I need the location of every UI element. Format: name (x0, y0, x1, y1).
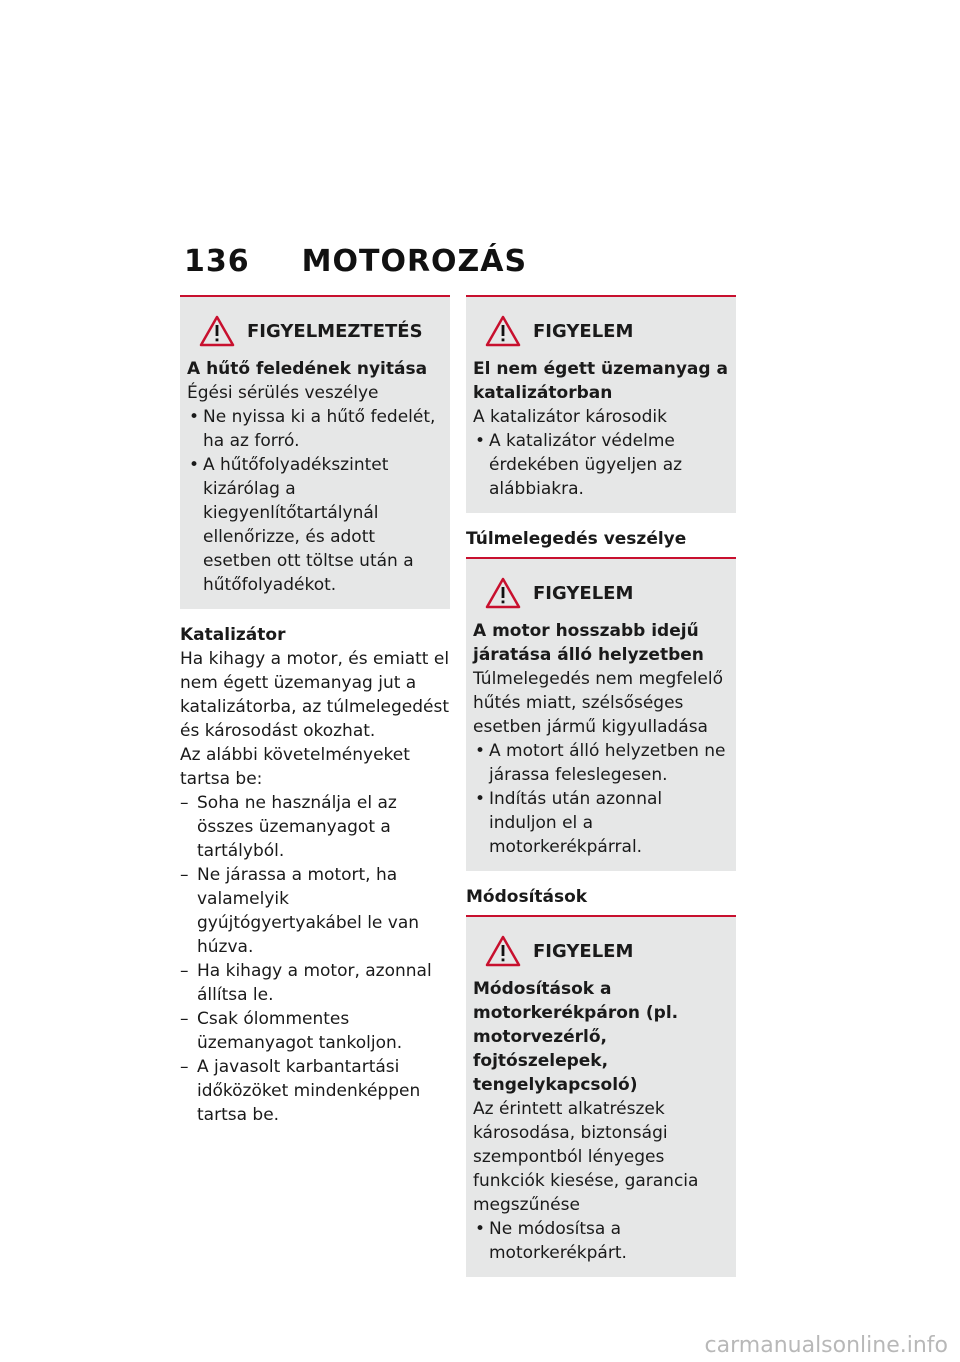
warning-triangle-icon (485, 935, 521, 967)
bullet-item: • A katalizátor védelme érdekében ügyeljen az alábbiakra. (473, 429, 728, 501)
caution-consequence: Túlmelegedés nem megfelelő hűtés miatt, szélsőséges esetben jármű kigyulladása (473, 669, 724, 737)
caution-bullet-list (473, 429, 728, 501)
warning-triangle-icon (485, 577, 521, 609)
caution-box-overheating (466, 559, 736, 871)
warning-label: FIGYELMEZTETÉS (247, 320, 423, 342)
left-column (180, 295, 450, 1127)
dash-list (180, 791, 450, 1127)
bullet-item: • Indítás után azonnal induljon el a motorkerékpárral. (473, 787, 728, 859)
caution-bullet-list (473, 739, 728, 859)
watermark: carmanualsonline.info (704, 1333, 948, 1358)
warning-bullet-list (187, 405, 442, 597)
dash-item: – Csak ólommentes üzemanyagot tankoljon. (180, 1007, 450, 1055)
warning-box-header (199, 315, 442, 347)
caution-box-modifications (466, 917, 736, 1277)
caution-label: FIGYELEM (533, 320, 634, 342)
right-column (466, 295, 736, 1277)
section-catalyst (180, 623, 450, 1127)
bullet-item: • A motort álló helyzetben ne járassa feleslegesen. (473, 739, 728, 787)
caution-subtitle: El nem égett üzemanyag a katalizátorban (473, 359, 728, 403)
warning-consequence: Égési sérülés veszélye (187, 383, 379, 403)
warning-triangle-icon (199, 315, 235, 347)
dash-item: – A javasolt karbantartási időközöket mindenképpen tartsa be. (180, 1055, 450, 1127)
warning-triangle-icon (485, 315, 521, 347)
caution-box-fuel (466, 295, 736, 513)
caution-box-header (485, 315, 728, 347)
caution-box-header (485, 935, 728, 967)
paragraph: Az alábbi követelményeket tartsa be: (180, 745, 410, 789)
caution-consequence: A katalizátor károsodik (473, 407, 667, 427)
caution-box-header (485, 577, 728, 609)
bullet-item: • Ne nyissa ki a hűtő fedelét, ha az forró. (187, 405, 442, 453)
page-header (184, 244, 527, 279)
caution-subtitle: Módosítások a motorkerékpáron (pl. motorvezérlő, fojtószelepek, tengelykapcsoló) (473, 979, 679, 1095)
caution-label: FIGYELEM (533, 940, 634, 962)
warning-box-coolant (180, 295, 450, 609)
section-title: Túlmelegedés veszélye (466, 529, 687, 549)
caution-consequence: Az érintett alkatrészek károsodása, biztonsági szempontból lényeges funkciók kiesése, garancia megszűnése (473, 1099, 699, 1215)
caution-subtitle: A motor hosszabb idejű járatása álló helyzetben (473, 621, 704, 665)
section-title: Katalizátor (180, 625, 286, 645)
section-title: Módosítások (466, 887, 588, 907)
bullet-item: • Ne módosítsa a motorkerékpárt. (473, 1217, 728, 1265)
dash-item: – Ha kihagy a motor, azonnal állítsa le. (180, 959, 450, 1007)
dash-item: – Soha ne használja el az összes üzemanyagot a tartályból. (180, 791, 450, 863)
caution-bullet-list (473, 1217, 728, 1265)
chapter-title: MOTOROZÁS (301, 244, 528, 279)
caution-label: FIGYELEM (533, 582, 634, 604)
bullet-item: • A hűtőfolyadékszintet kizárólag a kiegyenlítőtartálynál ellenőrizze, és adott esetben ott töltse után a hűtőfolyadékot. (187, 453, 442, 597)
warning-subtitle: A hűtő feledének nyitása (187, 359, 428, 379)
dash-item: – Ne járassa a motort, ha valamelyik gyújtógyertyakábel le van húzva. (180, 863, 450, 959)
page-number: 136 (184, 244, 250, 279)
paragraph: Ha kihagy a motor, és emiatt el nem égett üzemanyag jut a katalizátorba, az túlmelegedést és károsodást okozhat. (180, 649, 450, 741)
